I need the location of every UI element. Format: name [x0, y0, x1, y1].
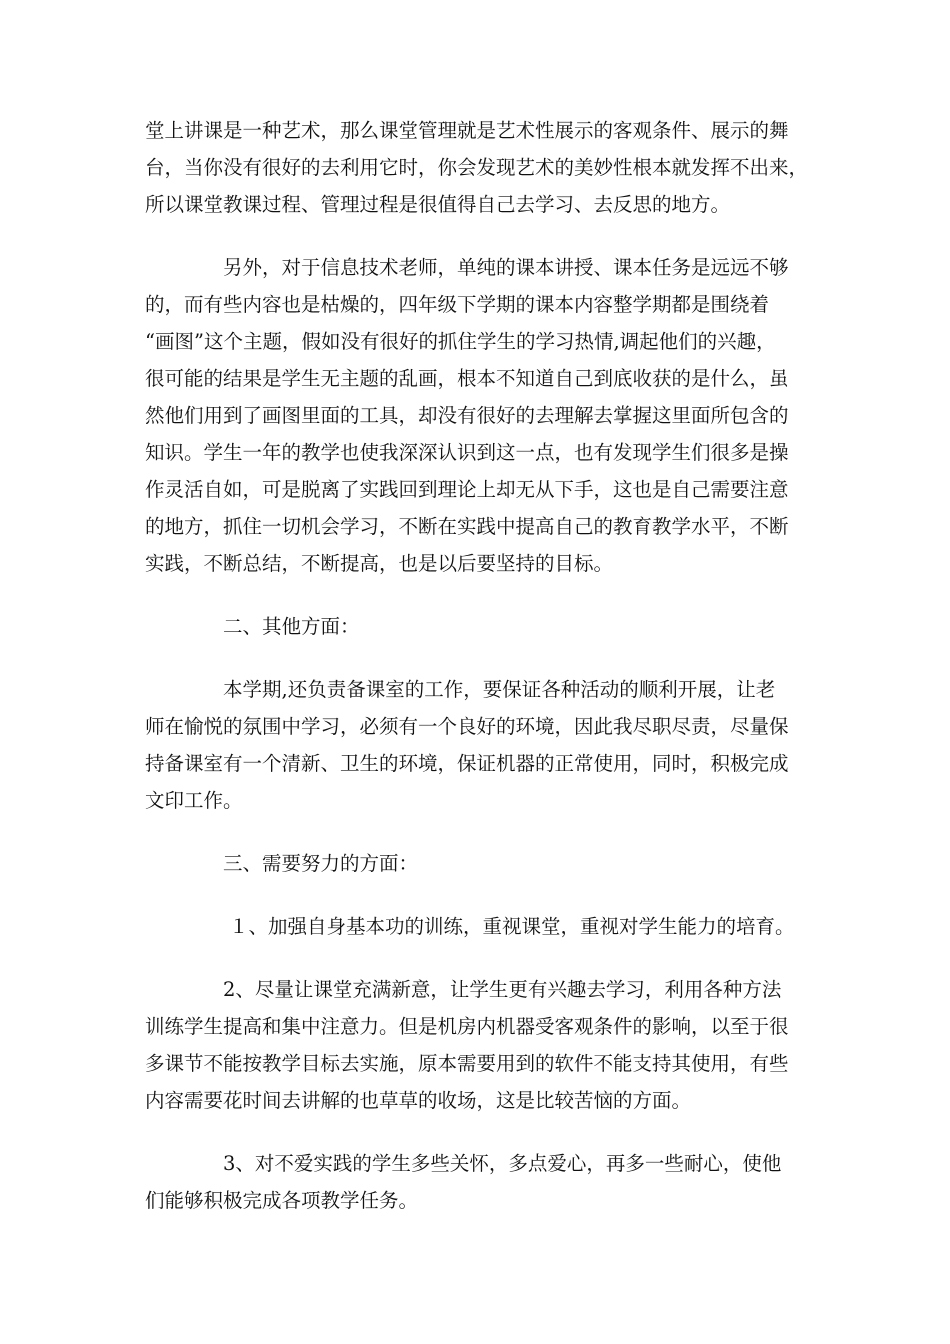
- text-line: 另外，对于信息技术老师，单纯的课本讲授、课本任务是远远不够: [223, 256, 789, 279]
- text-line: 内容需要花时间去讲解的也草草的收场，这是比较苦恼的方面。: [145, 1089, 692, 1112]
- text-line: 3、对不爱实践的学生多些关怀，多点爱心，再多一些耐心，使他: [223, 1152, 782, 1175]
- text-line: 然他们用到了画图里面的工具，却没有很好的去理解去掌握这里面所包含的: [145, 404, 789, 427]
- text-line: 本学期,还负责备课室的工作，要保证各种活动的顺利开展，让老: [223, 678, 776, 701]
- text-line: 师在愉悦的氛围中学习，必须有一个良好的环境，因此我尽职尽责，尽量保: [145, 715, 789, 738]
- paragraph-it-teacher: [145, 249, 805, 582]
- list-item-3: [145, 1145, 805, 1219]
- text-line: 堂上讲课是一种艺术，那么课堂管理就是艺术性展示的客观条件、展示的舞: [145, 119, 789, 142]
- text-line: 所以课堂教课过程、管理过程是很值得自己去学习、去反思的地方。: [145, 193, 731, 216]
- list-item-2: [145, 971, 805, 1119]
- text-line: １、加强自身基本功的训练，重视课堂，重视对学生能力的培育。: [229, 915, 795, 938]
- text-line: 们能够积极完成各项教学任务。: [145, 1189, 419, 1212]
- text-line: 持备课室有一个清新、卫生的环境，保证机器的正常使用，同时，积极完成: [145, 752, 789, 775]
- section-heading: 二、其他方面：: [223, 615, 360, 638]
- section-heading: 三、需要努力的方面：: [223, 852, 419, 875]
- text-line: 的，而有些内容也是枯燥的，四年级下学期的课本内容整学期都是围绕着: [145, 293, 770, 316]
- paragraph-prep-room: [145, 671, 805, 819]
- list-item-1: [145, 908, 805, 945]
- text-line: 知识。学生一年的教学也使我深深认识到这一点，也有发现学生们很多是操: [145, 441, 789, 464]
- text-line: 很可能的结果是学生无主题的乱画，根本不知道自己到底收获的是什么，虽: [145, 367, 789, 390]
- text-line: “画图”这个主题，假如没有很好的抓住学生的学习热情,调起他们的兴趣，: [145, 330, 776, 353]
- text-line: 作灵活自如，可是脱离了实践回到理论上却无从下手，这也是自己需要注意: [145, 478, 789, 501]
- text-line: 文印工作。: [145, 789, 243, 812]
- text-line: 多课节不能按教学目标去实施，原本需要用到的软件不能支持其使用，有些: [145, 1052, 789, 1075]
- paragraph-classroom-art: [145, 112, 809, 223]
- section-heading-improve: [145, 845, 805, 882]
- text-line: 2、尽量让课堂充满新意，让学生更有兴趣去学习，利用各种方法: [223, 978, 782, 1001]
- text-line: 训练学生提高和集中注意力。但是机房内机器受客观条件的影响，以至于很: [145, 1015, 789, 1038]
- text-line: 实践，不断总结，不断提高，也是以后要坚持的目标。: [145, 552, 614, 575]
- section-heading-other: [145, 608, 805, 645]
- text-line: 的地方，抓住一切机会学习，不断在实践中提高自己的教育教学水平，不断: [145, 515, 789, 538]
- text-line: 台，当你没有很好的去利用它时，你会发现艺术的美妙性根本就发挥不出来，: [145, 156, 809, 179]
- document-body: [145, 112, 809, 1245]
